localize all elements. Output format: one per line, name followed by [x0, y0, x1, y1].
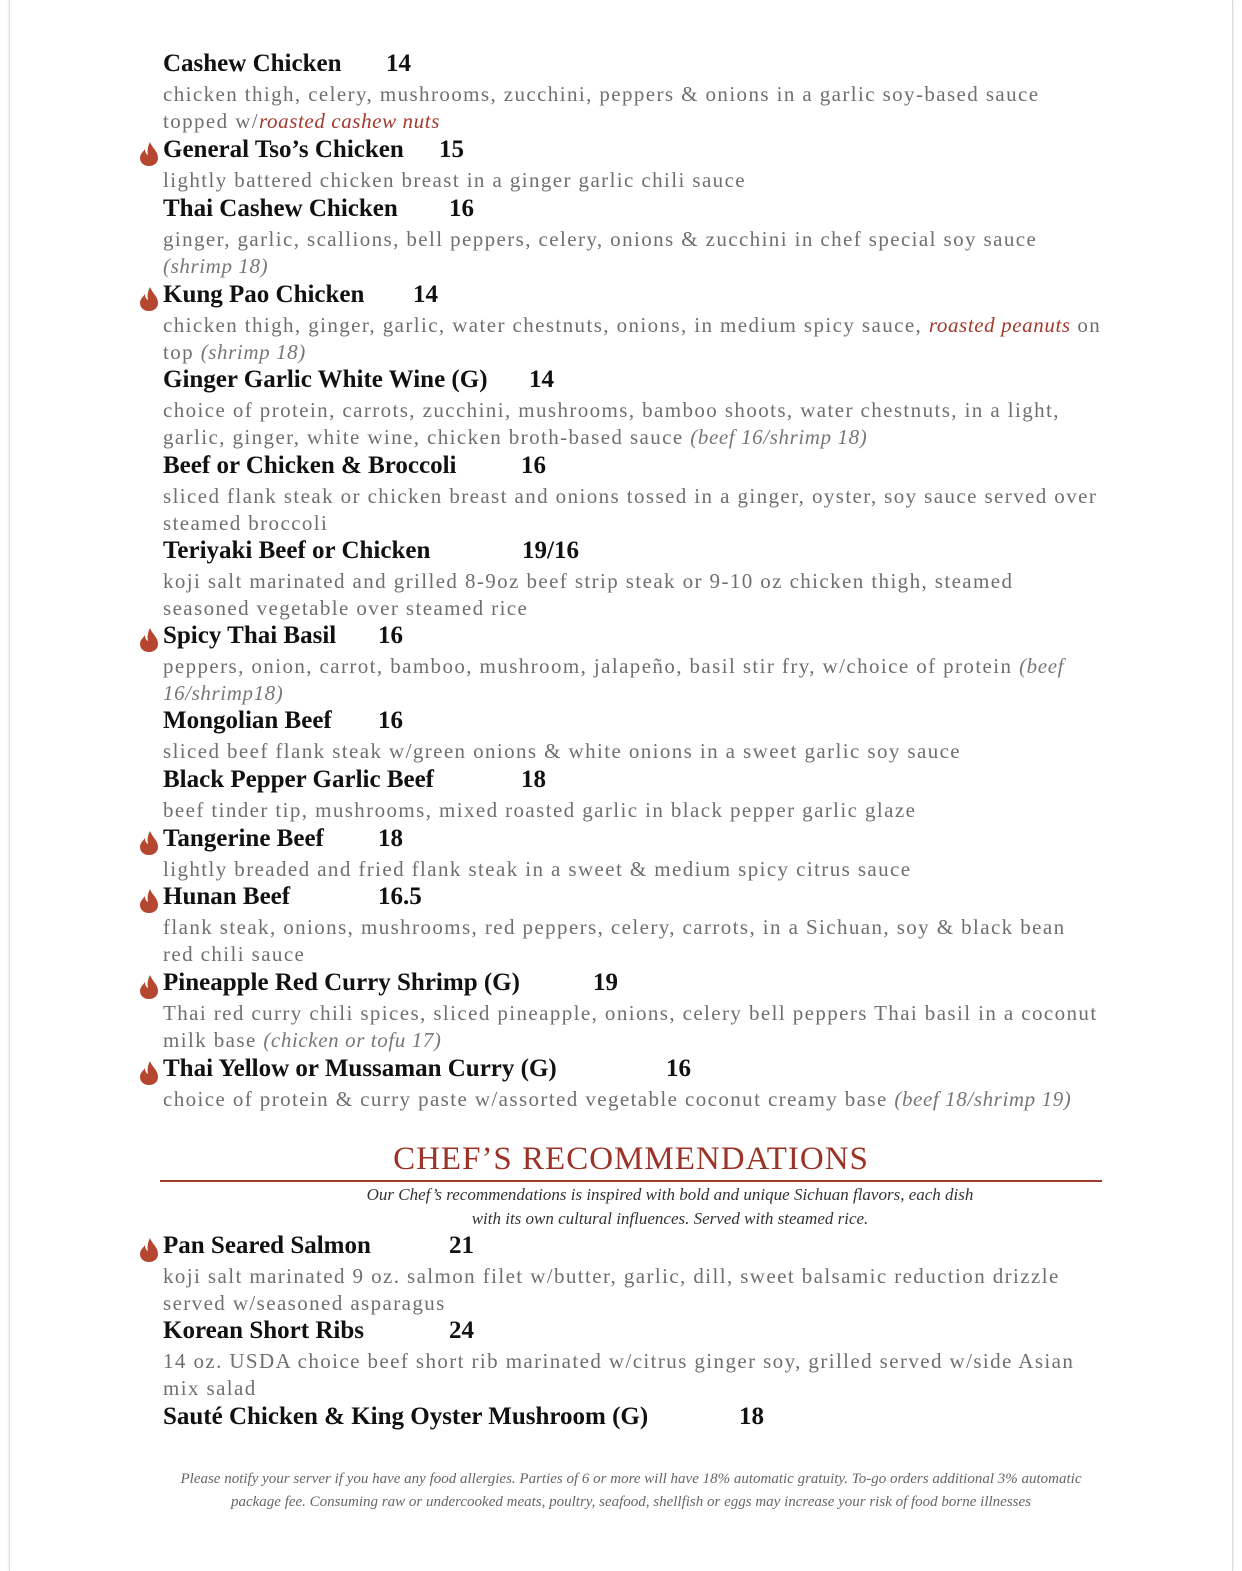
item-name: Ginger Garlic White Wine (G) [163, 366, 488, 393]
price-note: (beef 18/shrimp 19) [894, 1087, 1072, 1111]
menu-item [163, 136, 1103, 194]
menu-item [163, 366, 1103, 451]
menu-item [163, 50, 1103, 135]
item-description: choice of protein, carrots, zucchini, mushrooms, bamboo shoots, water chestnuts, in a light, garlic, ginger, white wine, chicken broth-based sauce (beef 16/shrimp 18) [163, 398, 1060, 449]
item-price: 19/16 [522, 537, 579, 564]
menu-item [163, 969, 1103, 1054]
price-note: (shrimp 18) [163, 254, 269, 278]
flame-icon [139, 142, 159, 166]
item-description: lightly breaded and fried flank steak in a sweet & medium spicy citrus sauce [163, 857, 912, 881]
item-description: flank steak, onions, mushrooms, red peppers, celery, carrots, in a Sichuan, soy & black bean red chili sauce [163, 915, 1066, 966]
item-price: 16 [449, 195, 474, 222]
item-description: choice of protein & curry paste w/assorted vegetable coconut creamy base (beef 18/shrimp 19) [163, 1087, 1072, 1111]
item-name: Thai Yellow or Mussaman Curry (G) [163, 1055, 557, 1082]
item-name: Spicy Thai Basil [163, 622, 337, 649]
item-price: 14 [413, 281, 438, 308]
item-name: Kung Pao Chicken [163, 281, 365, 308]
price-note: (shrimp 18) [200, 340, 306, 364]
menu-item [163, 707, 1103, 765]
highlight-text: roasted cashew nuts [259, 109, 440, 133]
item-price: 16 [378, 622, 403, 649]
item-name: Pineapple Red Curry Shrimp (G) [163, 969, 520, 996]
item-name: Beef or Chicken & Broccoli [163, 452, 457, 479]
menu-item [163, 537, 1103, 622]
item-description: chicken thigh, ginger, garlic, water chestnuts, onions, in medium spicy sauce, roasted peanuts on top (shrimp 18) [163, 313, 1102, 364]
item-description: 14 oz. USDA choice beef short rib marinated w/citrus ginger soy, grilled served w/side Asian mix salad [163, 1349, 1075, 1400]
item-name: Black Pepper Garlic Beef [163, 766, 435, 793]
item-description: chicken thigh, celery, mushrooms, zucchini, peppers & onions in a garlic soy-based sauce topped w/roasted cashew nuts [163, 82, 1040, 133]
item-name: Sauté Chicken & King Oyster Mushroom (G) [163, 1403, 649, 1430]
item-price: 16 [666, 1055, 691, 1082]
item-price: 16.5 [378, 883, 422, 910]
item-description: sliced flank steak or chicken breast and onions tossed in a ginger, oyster, soy sauce served over steamed broccoli [163, 484, 1098, 535]
item-price: 14 [529, 366, 554, 393]
menu-item [163, 452, 1103, 537]
item-name: Hunan Beef [163, 883, 291, 910]
item-price: 18 [378, 825, 403, 852]
item-price: 19 [593, 969, 618, 996]
item-price: 24 [449, 1317, 474, 1344]
section-divider [160, 1180, 1102, 1182]
item-description: sliced beef flank steak w/green onions & white onions in a sweet garlic soy sauce [163, 739, 962, 763]
flame-icon [139, 628, 159, 652]
flame-icon [139, 1061, 159, 1085]
item-description: ginger, garlic, scallions, bell peppers, celery, onions & zucchini in chef special soy sauce (shrimp 18) [163, 227, 1038, 278]
item-name: Pan Seared Salmon [163, 1232, 371, 1259]
flame-icon [139, 975, 159, 999]
item-price: 14 [386, 50, 411, 77]
menu-item [163, 1403, 1103, 1433]
item-name: Teriyaki Beef or Chicken [163, 537, 431, 564]
footer-disclaimer: Please notify your server if you have any food allergies. Parties of 6 or more will have 18% automatic gratuity. To-go orders additional 3% automatic package fee. Consuming raw or undercooked meats, poultry, seafood, shellfish or eggs may increase your risk of food borne illnesses [180, 1471, 1082, 1510]
menu-item [163, 195, 1103, 280]
item-price: 15 [439, 136, 464, 163]
item-description: beef tinder tip, mushrooms, mixed roasted garlic in black pepper garlic glaze [163, 798, 917, 822]
menu-item [163, 281, 1103, 366]
menu-item [163, 883, 1103, 968]
price-note: (beef 16/shrimp18) [163, 654, 1065, 705]
section-title: CHEF’S RECOMMENDATIONS [393, 1141, 869, 1177]
menu-item [163, 825, 1103, 883]
item-description: Thai red curry chili spices, sliced pineapple, onions, celery bell peppers Thai basil in a coconut milk base (chicken or tofu 17) [163, 1001, 1098, 1052]
flame-icon [139, 287, 159, 311]
menu-item [163, 1317, 1103, 1402]
item-price: 18 [521, 766, 546, 793]
item-price: 18 [739, 1403, 764, 1430]
item-name: Tangerine Beef [163, 825, 324, 852]
item-description: koji salt marinated and grilled 8-9oz beef strip steak or 9-10 oz chicken thigh, steamed seasoned vegetable over steamed rice [163, 569, 1014, 620]
highlight-text: roasted peanuts [928, 313, 1071, 337]
item-name: Thai Cashew Chicken [163, 195, 398, 222]
menu-item [163, 622, 1103, 707]
flame-icon [139, 831, 159, 855]
price-note: (beef 16/shrimp 18) [690, 425, 868, 449]
menu-item [163, 1055, 1103, 1113]
item-name: Mongolian Beef [163, 707, 332, 734]
flame-icon [139, 889, 159, 913]
item-name: General Tso’s Chicken [163, 136, 404, 163]
item-price: 16 [378, 707, 403, 734]
item-name: Cashew Chicken [163, 50, 342, 77]
item-description: lightly battered chicken breast in a ginger garlic chili sauce [163, 168, 747, 192]
menu-item [163, 766, 1103, 824]
menu-page [9, 0, 1233, 1571]
flame-icon [139, 1238, 159, 1262]
item-price: 21 [449, 1232, 474, 1259]
menu-item [163, 1232, 1103, 1317]
section-intro: Our Chef’s recommendations is inspired with bold and unique Sichuan flavors, each dish with its own cultural influences. Served with steamed rice. [366, 1185, 974, 1228]
item-name: Korean Short Ribs [163, 1317, 364, 1344]
item-description: koji salt marinated 9 oz. salmon filet w/butter, garlic, dill, sweet balsamic reduction drizzle served w/seasoned asparagus [163, 1264, 1060, 1315]
item-price: 16 [521, 452, 546, 479]
price-note: (chicken or tofu 17) [263, 1028, 442, 1052]
item-description: peppers, onion, carrot, bamboo, mushroom, jalapeño, basil stir fry, w/choice of protein (beef 16/shrimp18) [163, 654, 1065, 705]
